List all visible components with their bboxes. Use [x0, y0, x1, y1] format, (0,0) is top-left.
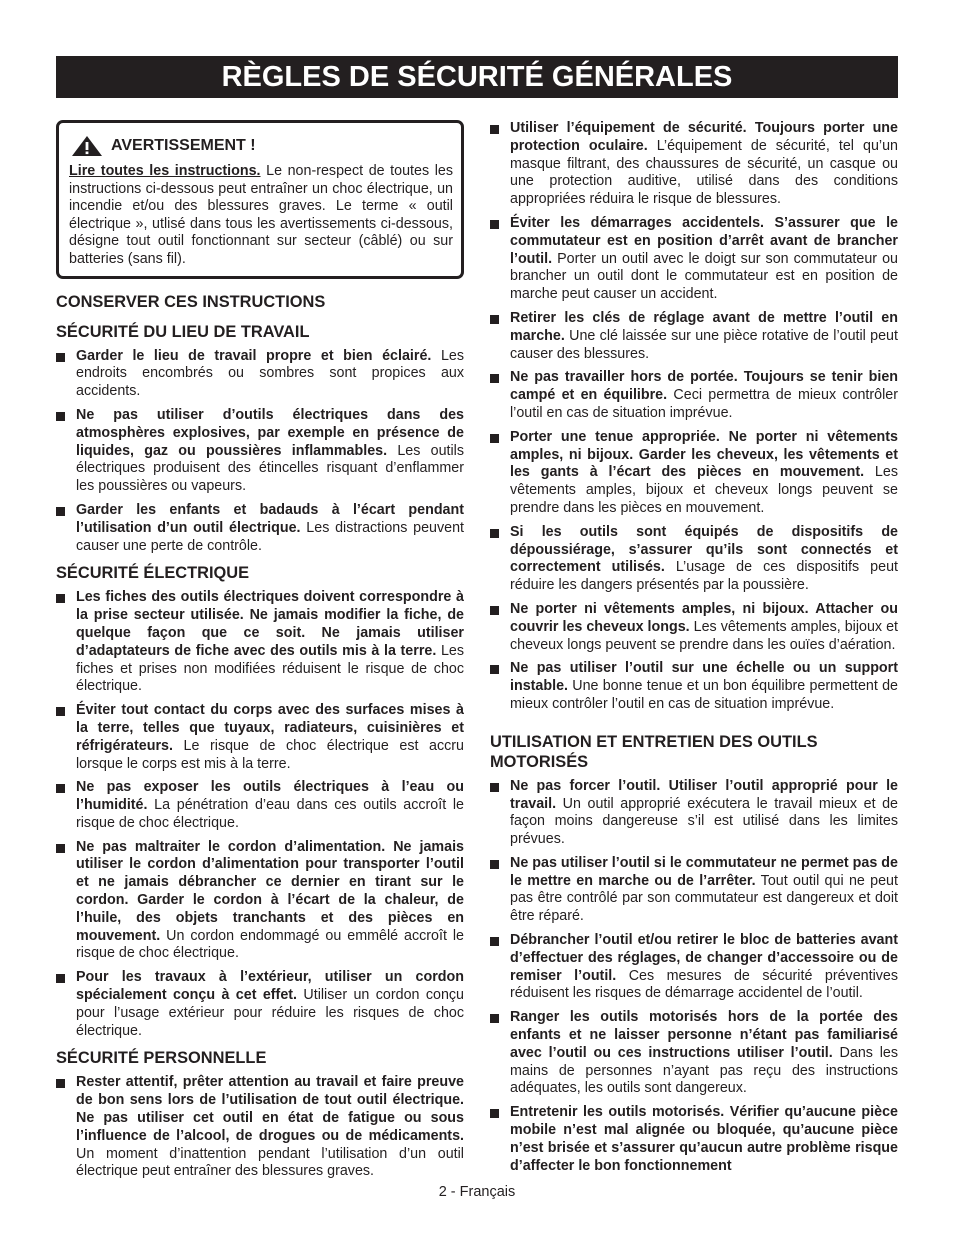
list-item: [56, 407, 464, 496]
list-item-text: Un moment d’inattention pendant l’utilisation d’un outil électrique peut entraîner des blessures graves.: [76, 1145, 464, 1180]
list-item-bold: Ne pas utiliser l’outil si le commutateur ne permet pas de le mettre en marche ou de l’arrêter.: [510, 854, 898, 889]
warning-box: [56, 120, 464, 279]
tool-use-list: [490, 778, 898, 1176]
list-item: [56, 348, 464, 401]
list-item-bold: Ne pas utiliser d’outils électriques dans des atmosphères explosives, par exemple en présence de liquides, gaz ou poussières inflammables.: [76, 406, 464, 459]
list-item-bold: Pour les travaux à l’extérieur, utiliser un cordon spécialement conçu à cet effet.: [76, 969, 464, 1004]
warning-heading-text: AVERTISSEMENT !: [111, 137, 256, 154]
list-item-bold: Si les outils sont équipés de dispositifs de dépoussiérage, s’assurer qu’ils sont connectés et correctement utilisés.: [510, 523, 898, 576]
list-item-text: Un outil approprié exécutera le travail mieux et de façon moins dangereuse s’il est utilisé dans les limites prévues.: [510, 795, 898, 848]
list-item-bold: Ne pas travailler hors de portée. Toujours se tenir bien campé et en équilibre.: [510, 369, 898, 404]
list-item-text: Une clé laissée sur une pièce rotative de l’outil peut causer des blessures.: [510, 327, 898, 362]
warning-text: [69, 163, 453, 269]
electrical-list: [56, 589, 464, 1040]
list-item: [56, 839, 464, 964]
left-column: [56, 120, 464, 1187]
list-item-bold: Ranger les outils motorisés hors de la portée des enfants et ne laisser personne n’étant pas familiarisé avec l’outil ou ces instructions utiliser l’outil.: [510, 1009, 898, 1061]
warning-heading: [69, 135, 453, 157]
list-item-text: La pénétration d’eau dans ces outils accroît le risque de choc électrique.: [76, 797, 464, 831]
list-item: [490, 369, 898, 422]
list-item-text: Un cordon endommagé ou emmêlé accroît le risque de choc électrique.: [76, 927, 464, 962]
list-item: [490, 660, 898, 713]
list-item-bold: Ne porter ni vêtements amples, ni bijoux. Attacher ou couvrir les cheveux longs.: [510, 600, 898, 635]
list-item-bold: Retirer les clés de réglage avant de mettre l’outil en marche.: [510, 309, 898, 344]
list-item-bold: Ne pas utiliser l’outil sur une échelle ou un support instable.: [510, 660, 898, 695]
list-item-bold: Utiliser l’équipement de sécurité. Toujours porter une protection oculaire.: [510, 120, 898, 154]
square-bullet-icon: [56, 844, 65, 853]
page-footer: 2 - Français: [438, 1184, 516, 1200]
list-item-text: Porter un outil avec le doigt sur son commutateur ou brancher un outil dont le commutateur est en position de marche peut causer un accident.: [510, 250, 898, 303]
list-item: [56, 702, 464, 773]
list-item-text: Ceci permettra de mieux contrôler l’outil en cas de situation imprévue.: [510, 387, 899, 421]
list-item: [490, 601, 898, 654]
list-item: [490, 855, 898, 926]
list-item-bold: Rester attentif, prêter attention au travail et faire preuve de bon sens lors de l’utilisation de tout outil électrique. Ne pas utiliser cet outil en état de fatigue ou sous l’influence de l’alcool, de drogues ou de médicaments.: [76, 1074, 464, 1144]
conserve-heading: CONSERVER CES INSTRUCTIONS: [56, 292, 326, 311]
warning-body: Le non-respect de toutes les instructions ci-dessous peut entraîner un choc électrique, un incendie et/ou des blessures graves. Le terme « outil électrique », utlisé dans tous les avertissements ci-dessous, désigne tout outil fonctionnant sur secteur (câblé) ou sur batteries (sans fil).: [69, 163, 453, 267]
square-bullet-icon: [490, 125, 499, 134]
list-item-text: Les vêtements amples, bijoux et cheveux longs peuvent se prendre dans les ouïes d’aération.: [510, 618, 898, 653]
personal-list-continued: [490, 120, 898, 714]
electrical-heading: SÉCURITÉ ÉLECTRIQUE: [56, 564, 250, 583]
tool-use-heading: UTILISATION ET ENTRETIEN DES OUTILS MOTORISÉS: [490, 732, 818, 771]
list-item-text: Utiliser un cordon conçu pour l’usage extérieur pour réduire les risques de choc électrique.: [76, 987, 465, 1039]
warning-lead: Lire toutes les instructions.: [69, 163, 261, 179]
list-item-text: Une bonne tenue et un bon équilibre permettent de mieux contrôler l’outil en cas de situation imprévue.: [510, 678, 898, 712]
right-column: [490, 120, 898, 1181]
square-bullet-icon: [490, 665, 499, 674]
list-item-text: Les distractions peuvent causer une perte de contrôle.: [76, 519, 465, 554]
list-item-text: L’équipement de sécurité, tel qu’un masque filtrant, des chaussures de sécurité, un casque ou une protection auditive, utilisé dans des conditions appropriées réduira le risque de blessures.: [510, 137, 898, 208]
list-item-text: Dans les mains de personnes n’ayant pas reçu des instructions adéquates, les outils sont dangereux.: [510, 1044, 898, 1097]
list-item-text: Les endroits encombrés ou sombres sont propices aux accidents.: [76, 347, 465, 400]
square-bullet-icon: [56, 707, 65, 716]
list-item-text: Le risque de choc électrique est accru lorsque le corps est mis à la terre.: [76, 737, 464, 772]
square-bullet-icon: [56, 353, 65, 362]
list-item: [490, 310, 898, 363]
list-item: [56, 969, 464, 1040]
list-item-bold: Ne pas forcer l’outil. Utiliser l’outil approprié pour le travail.: [510, 777, 898, 812]
personal-heading: SÉCURITÉ PERSONNELLE: [56, 1049, 267, 1068]
list-item: [490, 524, 898, 595]
list-item-text: Ces mesures de sécurité préventives réduisent les risques de démarrage accidentel de l’outil.: [510, 967, 898, 1002]
square-bullet-icon: [56, 594, 65, 603]
square-bullet-icon: [490, 1109, 499, 1118]
list-item-bold: Éviter les démarrages accidentels. S’assurer que le commutateur est en position d’arrêt avant de brancher l’outil.: [510, 214, 898, 267]
list-item: [490, 215, 898, 304]
list-item-text: Les outils électriques produisent des étincelles risquant d’enflammer les poussières ou vapeurs.: [76, 442, 465, 495]
square-bullet-icon: [490, 606, 499, 615]
list-item-bold: Garder le lieu de travail propre et bien éclairé.: [76, 347, 432, 364]
warning-triangle-icon: [71, 135, 103, 157]
list-item: [56, 589, 464, 696]
list-item-bold: Ne pas exposer les outils électriques à l’eau ou l’humidité.: [76, 779, 464, 814]
list-item-bold: Porter une tenue appropriée. Ne porter ni vêtements amples, ni bijoux. Garder les cheveux, les vêtements et les gants à l’écart des pièces en mouvement.: [510, 428, 898, 481]
work-area-list: [56, 348, 464, 556]
page-title: RÈGLES DE SÉCURITÉ GÉNÉRALES: [56, 56, 898, 98]
square-bullet-icon: [56, 412, 65, 421]
square-bullet-icon: [56, 784, 65, 793]
list-item-bold: Débrancher l’outil et/ou retirer le bloc de batteries avant d’effectuer des réglages, de changer d’accessoire ou de remiser l’outil.: [510, 932, 898, 984]
list-item: [490, 1009, 898, 1098]
list-item: [56, 1074, 464, 1181]
list-item: [490, 1104, 898, 1175]
list-item-text: Tout outil qui ne peut pas être contrôlé par son commutateur est dangereux et doit être réparé.: [510, 872, 898, 925]
list-item-bold: Éviter tout contact du corps avec des surfaces mises à la terre, telles que tuyaux, radiateurs, cuisinières et réfrigérateurs.: [76, 702, 464, 754]
list-item-bold: Ne pas maltraiter le cordon d’alimentation. Ne jamais utiliser le cordon d’alimentation pour transporter l’outil et ne jamais débrancher ce dernier en tirant sur le cordon. Garder le cordon à l’écart de la chaleur, de l’huile, des objets tranchants et des pièces en mouvement.: [76, 838, 464, 944]
square-bullet-icon: [490, 374, 499, 383]
list-item: [56, 779, 464, 832]
list-item-bold: Garder les enfants et badauds à l’écart pendant l’utilisation d’un outil électrique.: [76, 501, 464, 536]
list-item: [490, 120, 898, 209]
work-area-heading: SÉCURITÉ DU LIEU DE TRAVAIL: [56, 322, 310, 341]
square-bullet-icon: [490, 783, 499, 792]
list-item-text: Les vêtements amples, bijoux et cheveux longs peuvent se prendre dans les pièces en mouvement.: [510, 464, 898, 516]
list-item: [490, 778, 898, 849]
list-item-bold: Les fiches des outils électriques doivent correspondre à la prise secteur utilisée. Ne jamais modifier la fiche, de quelque façon que ce soit. Ne jamais utiliser d’adaptateurs de fiche avec des outils mis à la terre.: [76, 589, 464, 659]
personal-list: [56, 1074, 464, 1181]
square-bullet-icon: [490, 434, 499, 443]
square-bullet-icon: [56, 974, 65, 983]
square-bullet-icon: [56, 1079, 65, 1088]
square-bullet-icon: [490, 1014, 499, 1023]
square-bullet-icon: [490, 315, 499, 324]
list-item: [56, 502, 464, 555]
list-item-text: Les fiches et prises non modifiées réduisent le risque de choc électrique.: [76, 642, 464, 695]
square-bullet-icon: [490, 220, 499, 229]
square-bullet-icon: [56, 507, 65, 516]
list-item-text: L’usage de ces dispositifs peut réduire les dangers présentés par la poussière.: [510, 559, 898, 594]
square-bullet-icon: [490, 529, 499, 538]
list-item: [490, 932, 898, 1003]
square-bullet-icon: [490, 937, 499, 946]
list-item-bold: Entretenir les outils motorisés. Vérifier qu’aucune pièce mobile n’est mal alignée ou bloquée, qu’aucune pièce n’est brisée et s’assurer qu’aucun autre problème risque d’affecter le bon fonctionnement: [510, 1104, 898, 1174]
square-bullet-icon: [490, 860, 499, 869]
list-item: [490, 429, 898, 518]
